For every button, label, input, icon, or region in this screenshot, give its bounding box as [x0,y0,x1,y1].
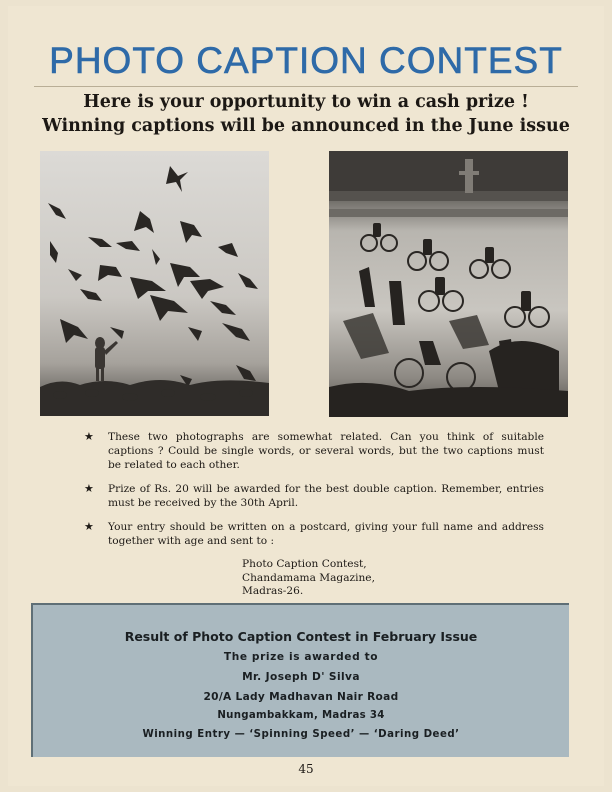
rule-item [84,520,544,548]
star-bullet-icon: ★ [84,430,94,443]
address-line-2: Chandamama Magazine, [242,571,375,584]
rule-text: Your entry should be written on a postcard, giving your full name and address together with age and sent to : [108,521,544,547]
winner-name: Mr. Joseph D' Silva [242,671,360,683]
winning-entry: Winning Entry — ‘Spinning Speed’ — ‘Daring Deed’ [142,729,460,740]
address-line-1: Photo Caption Contest, [242,558,367,570]
rule-item [84,430,544,472]
subtitle-line-1: Here is your opportunity to win a cash prize ! [83,92,529,112]
result-prize-line: The prize is awarded to [223,651,379,663]
postal-address [242,558,442,599]
page-number: 45 [298,762,314,776]
address-line-3: Madras-26. [242,585,304,597]
contest-rules [84,430,544,558]
star-bullet-icon: ★ [84,482,94,495]
previous-result-box [31,603,569,757]
star-bullet-icon: ★ [84,520,94,533]
winner-city: Nungambakkam, Madras 34 [217,710,385,721]
photo-pigeons [40,151,269,416]
result-title: Result of Photo Caption Contest in February Issue [124,629,478,644]
rule-item [84,482,544,510]
photo-cyclists [329,151,568,417]
contest-title: PHOTO CAPTION CONTEST [49,40,563,81]
rule-text: These two photographs are somewhat related. Can you think of suitable captions ? Could be single words, or several words, but the two captions must be related to each other. [108,431,544,471]
winner-street: 20/A Lady Madhavan Nair Road [203,691,399,703]
title-divider [34,86,578,87]
subtitle-line-2: Winning captions will be announced in the June issue [42,116,570,136]
rule-text: Prize of Rs. 20 will be awarded for the best double caption. Remember, entries must be received by the 30th April. [108,483,544,509]
